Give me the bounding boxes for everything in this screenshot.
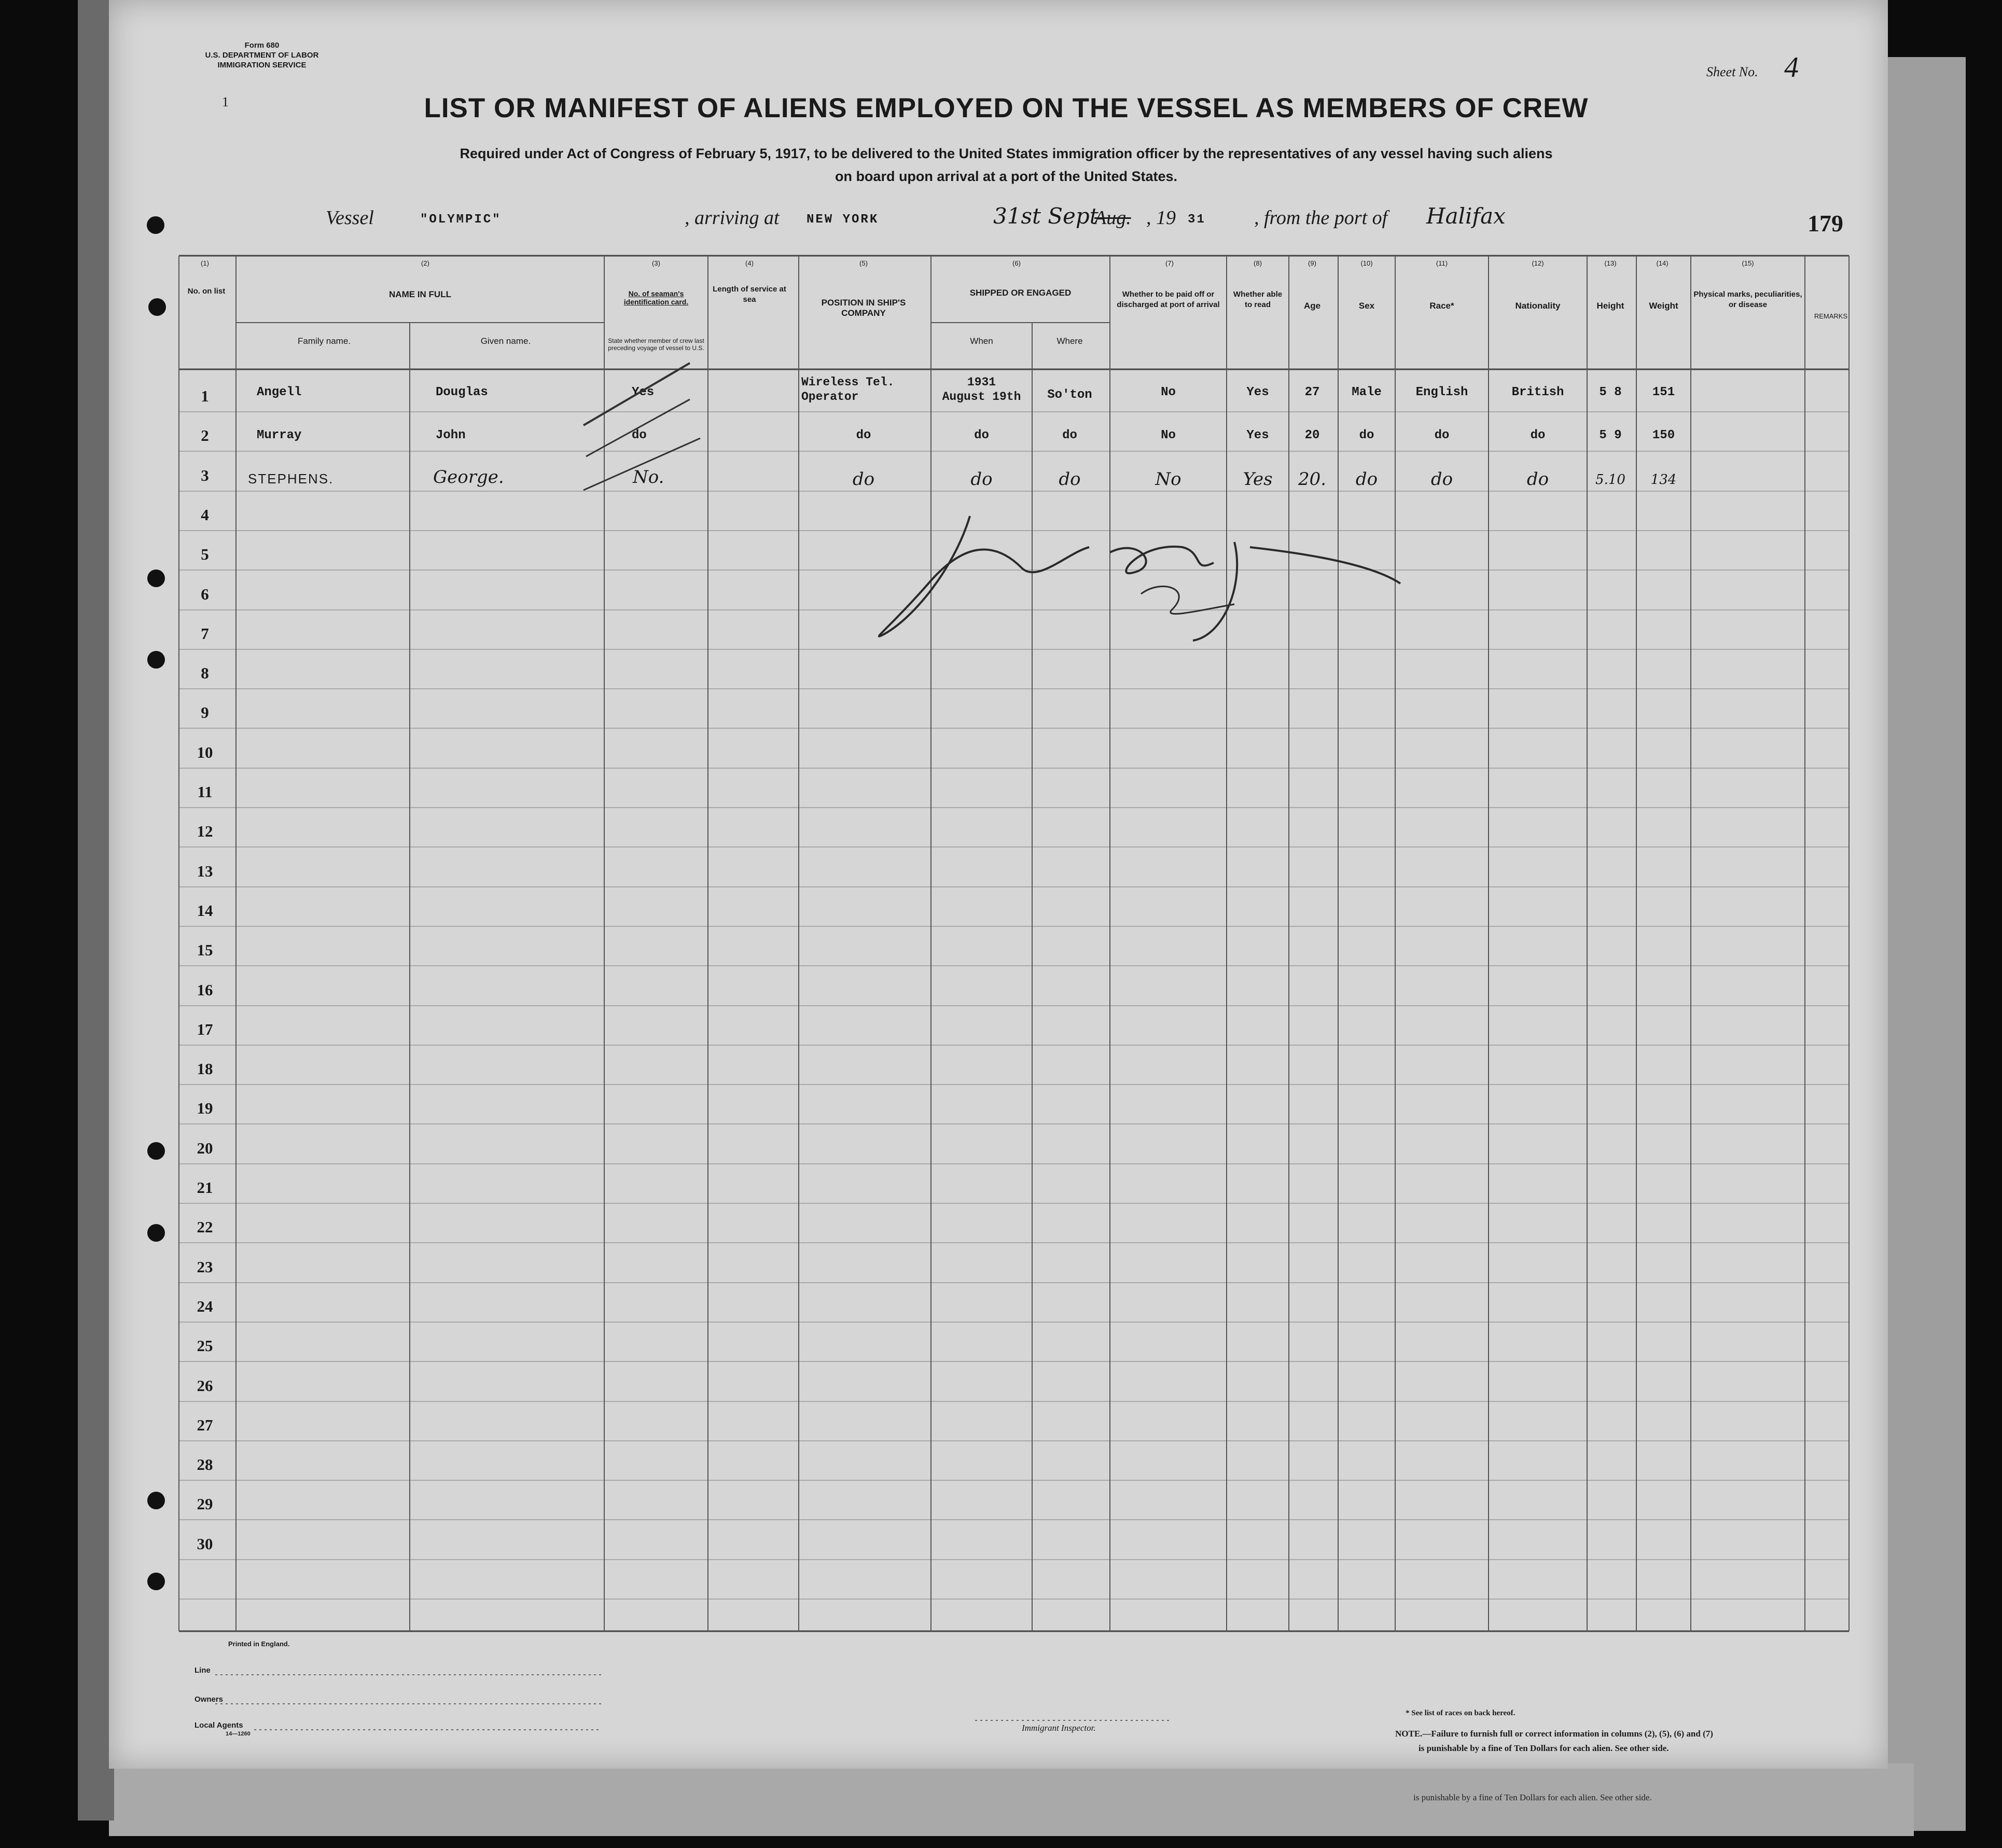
row-number: 2: [201, 426, 209, 444]
arriving-port: NEW YORK: [807, 213, 879, 227]
struck-month: Aug.: [1094, 207, 1131, 229]
row-number: 3: [201, 466, 209, 484]
sex: do: [1355, 469, 1378, 490]
col-10-number: (10): [1360, 259, 1373, 267]
arrival-date: 31st Sept: [993, 203, 1099, 229]
height: 5.10: [1595, 472, 1625, 488]
stamp-number: 179: [1808, 210, 1843, 237]
col-2-number: (2): [421, 259, 429, 267]
col-13-number: (13): [1604, 259, 1617, 267]
row-number: 24: [197, 1297, 213, 1315]
row-number: 19: [197, 1099, 213, 1117]
corner-mark: 1: [222, 94, 229, 109]
col-7-number: (7): [1165, 259, 1174, 267]
col-11-number: (11): [1436, 259, 1448, 267]
col-5-header: POSITION IN SHIP'S COMPANY: [821, 298, 906, 318]
row-number: 29: [197, 1495, 213, 1513]
col-6-number: (6): [1012, 259, 1021, 267]
row-number: 20: [197, 1139, 213, 1157]
col-3-header-b: State whether member of crew last preceding voyage of vessel to U.S.: [608, 337, 704, 352]
when-header: When: [970, 336, 993, 346]
col-12-number: (12): [1532, 259, 1544, 267]
row-number: 17: [197, 1020, 213, 1038]
sex: do: [1359, 428, 1374, 442]
row-number: 25: [197, 1337, 213, 1355]
col-14-header: Weight: [1649, 301, 1678, 311]
shipped-when: do: [970, 469, 993, 490]
previous-voyage: do: [632, 428, 647, 442]
col-8-number: (8): [1254, 259, 1262, 267]
race: do: [1434, 428, 1450, 442]
from-label: , from the port of: [1254, 207, 1388, 229]
col-7-header: Whether to be paid off or discharged at port of arrival: [1117, 290, 1220, 309]
age: 20: [1304, 428, 1320, 442]
department: U.S. DEPARTMENT OF LABOR: [205, 51, 319, 60]
row-number: 22: [197, 1218, 213, 1236]
printed-in: Printed in England.: [228, 1640, 290, 1648]
race: English: [1415, 385, 1468, 399]
where-header: Where: [1056, 336, 1083, 346]
given-name: George.: [433, 467, 504, 488]
col-9-header: Age: [1303, 301, 1321, 311]
position-line-2: Operator: [801, 390, 859, 404]
sheet-value: 4: [1784, 51, 1799, 84]
row-number: 16: [197, 981, 213, 999]
row-number: 9: [201, 703, 209, 721]
row-number: 4: [201, 506, 209, 524]
form-number: Form 680: [244, 41, 280, 50]
row-number: 30: [197, 1535, 213, 1553]
shipped-where: So'ton: [1047, 388, 1092, 402]
arrival-year: 31: [1188, 213, 1206, 227]
previous-voyage: Yes: [632, 385, 655, 399]
position: do: [852, 469, 875, 490]
age: 20.: [1298, 469, 1327, 490]
line-label: Line: [194, 1666, 211, 1675]
row-number: 5: [201, 545, 209, 563]
row-number: 28: [197, 1455, 213, 1474]
nationality: British: [1511, 385, 1564, 399]
shipped-year: 1931: [967, 376, 996, 389]
row-number: 12: [197, 822, 213, 840]
given-name: John: [436, 428, 466, 442]
weight: 151: [1652, 385, 1675, 399]
row-number: 27: [197, 1416, 213, 1434]
arriving-label: , arriving at: [685, 207, 780, 229]
able-to-read: Yes: [1243, 469, 1273, 490]
age: 27: [1304, 385, 1320, 399]
col-11-header: Race*: [1429, 301, 1454, 311]
col-14-number: (14): [1656, 259, 1669, 267]
inspector-label: Immigrant Inspector.: [1022, 1723, 1096, 1733]
row-number: 8: [201, 664, 209, 682]
row-number: 11: [197, 783, 213, 801]
given-name-header: Given name.: [480, 336, 531, 346]
family-name: STEPHENS.: [248, 471, 334, 487]
col-1-number: (1): [201, 259, 209, 267]
shipped-when: do: [974, 428, 989, 442]
col-13-header: Height: [1596, 301, 1624, 311]
previous-voyage: No.: [633, 467, 664, 488]
shipped-where: do: [1062, 428, 1077, 442]
col-4-header: Length of service at sea: [713, 285, 786, 304]
col-3-number: (3): [652, 259, 660, 267]
col-8-header: Whether able to read: [1233, 290, 1283, 309]
agents-label: Local Agents: [194, 1721, 243, 1730]
row-number: 10: [197, 743, 213, 761]
vessel-name: "OLYMPIC": [420, 213, 502, 227]
row-number: 7: [201, 624, 209, 643]
col-5-number: (5): [859, 259, 868, 267]
col-9-number: (9): [1308, 259, 1316, 267]
paid-off: No: [1161, 428, 1176, 442]
col-12-header: Nationality: [1515, 301, 1561, 311]
note-line-2: is punishable by a fine of Ten Dollars for each alien. See other side.: [1419, 1743, 1669, 1753]
col-15-number: (15): [1742, 259, 1754, 267]
sex: Male: [1352, 385, 1382, 399]
position-line-1: Wireless Tel.: [801, 376, 895, 389]
subtitle-line-2: on board upon arrival at a port of the United States.: [835, 169, 1178, 184]
departure-port: Halifax: [1426, 203, 1506, 229]
row-number: 21: [197, 1178, 213, 1197]
able-to-read: Yes: [1246, 385, 1269, 399]
height: 5 9: [1599, 428, 1622, 442]
col-6-header: SHIPPED OR ENGAGED: [969, 288, 1072, 298]
weight: 134: [1650, 472, 1677, 488]
family-name: Murray: [257, 428, 302, 442]
paid-off: No: [1155, 469, 1181, 490]
nationality: do: [1526, 469, 1549, 490]
form-code: 14—1260: [226, 1731, 251, 1737]
col-15-header: Physical marks, peculiarities, or disease: [1693, 290, 1802, 309]
race-footnote: * See list of races on back hereof.: [1406, 1709, 1516, 1717]
row-number: 6: [201, 585, 209, 603]
race: do: [1430, 469, 1453, 490]
row-number: 23: [197, 1258, 213, 1276]
vessel-label: Vessel: [326, 207, 374, 229]
family-name-header: Family name.: [297, 336, 351, 346]
nationality: do: [1530, 428, 1546, 442]
col-10-header: Sex: [1358, 301, 1375, 311]
year-label: , 19: [1146, 207, 1176, 229]
remarks-header: REMARKS: [1814, 312, 1848, 320]
col-3-header-a: No. of seaman's identification card.: [623, 289, 689, 306]
row-number: 26: [197, 1377, 213, 1395]
shipped-where: do: [1059, 469, 1081, 490]
page-title: LIST OR MANIFEST OF ALIENS EMPLOYED ON THE VESSEL AS MEMBERS OF CREW: [424, 93, 1589, 123]
service: IMMIGRATION SERVICE: [217, 61, 307, 70]
row-number: 13: [197, 862, 213, 880]
row-number: 15: [197, 941, 213, 959]
row-number: 18: [197, 1060, 213, 1078]
col-1-header: No. on list: [187, 287, 226, 296]
able-to-read: Yes: [1246, 428, 1269, 442]
owners-label: Owners: [194, 1695, 224, 1704]
position: do: [856, 428, 871, 442]
col-4-number: (4): [745, 259, 754, 267]
col-2-header: NAME IN FULL: [389, 289, 451, 299]
underlying-note: is punishable by a fine of Ten Dollars for each alien. See other side.: [1413, 1793, 1652, 1802]
subtitle-line-1: Required under Act of Congress of February 5, 1917, to be delivered to the United States immigration officer by the representatives of any vessel having such aliens: [460, 146, 1553, 161]
sheet-label: Sheet No.: [1706, 64, 1758, 79]
row-number: 1: [201, 387, 209, 405]
height: 5 8: [1599, 385, 1622, 399]
row-number: 14: [197, 901, 213, 920]
weight: 150: [1652, 428, 1675, 442]
given-name: Douglas: [436, 385, 488, 399]
shipped-date: August 19th: [942, 390, 1021, 404]
paid-off: No: [1161, 385, 1176, 399]
note-line-1: NOTE.—Failure to furnish full or correct information in columns (2), (5), (6) and (7): [1395, 1729, 1713, 1739]
family-name: Angell: [257, 385, 302, 399]
